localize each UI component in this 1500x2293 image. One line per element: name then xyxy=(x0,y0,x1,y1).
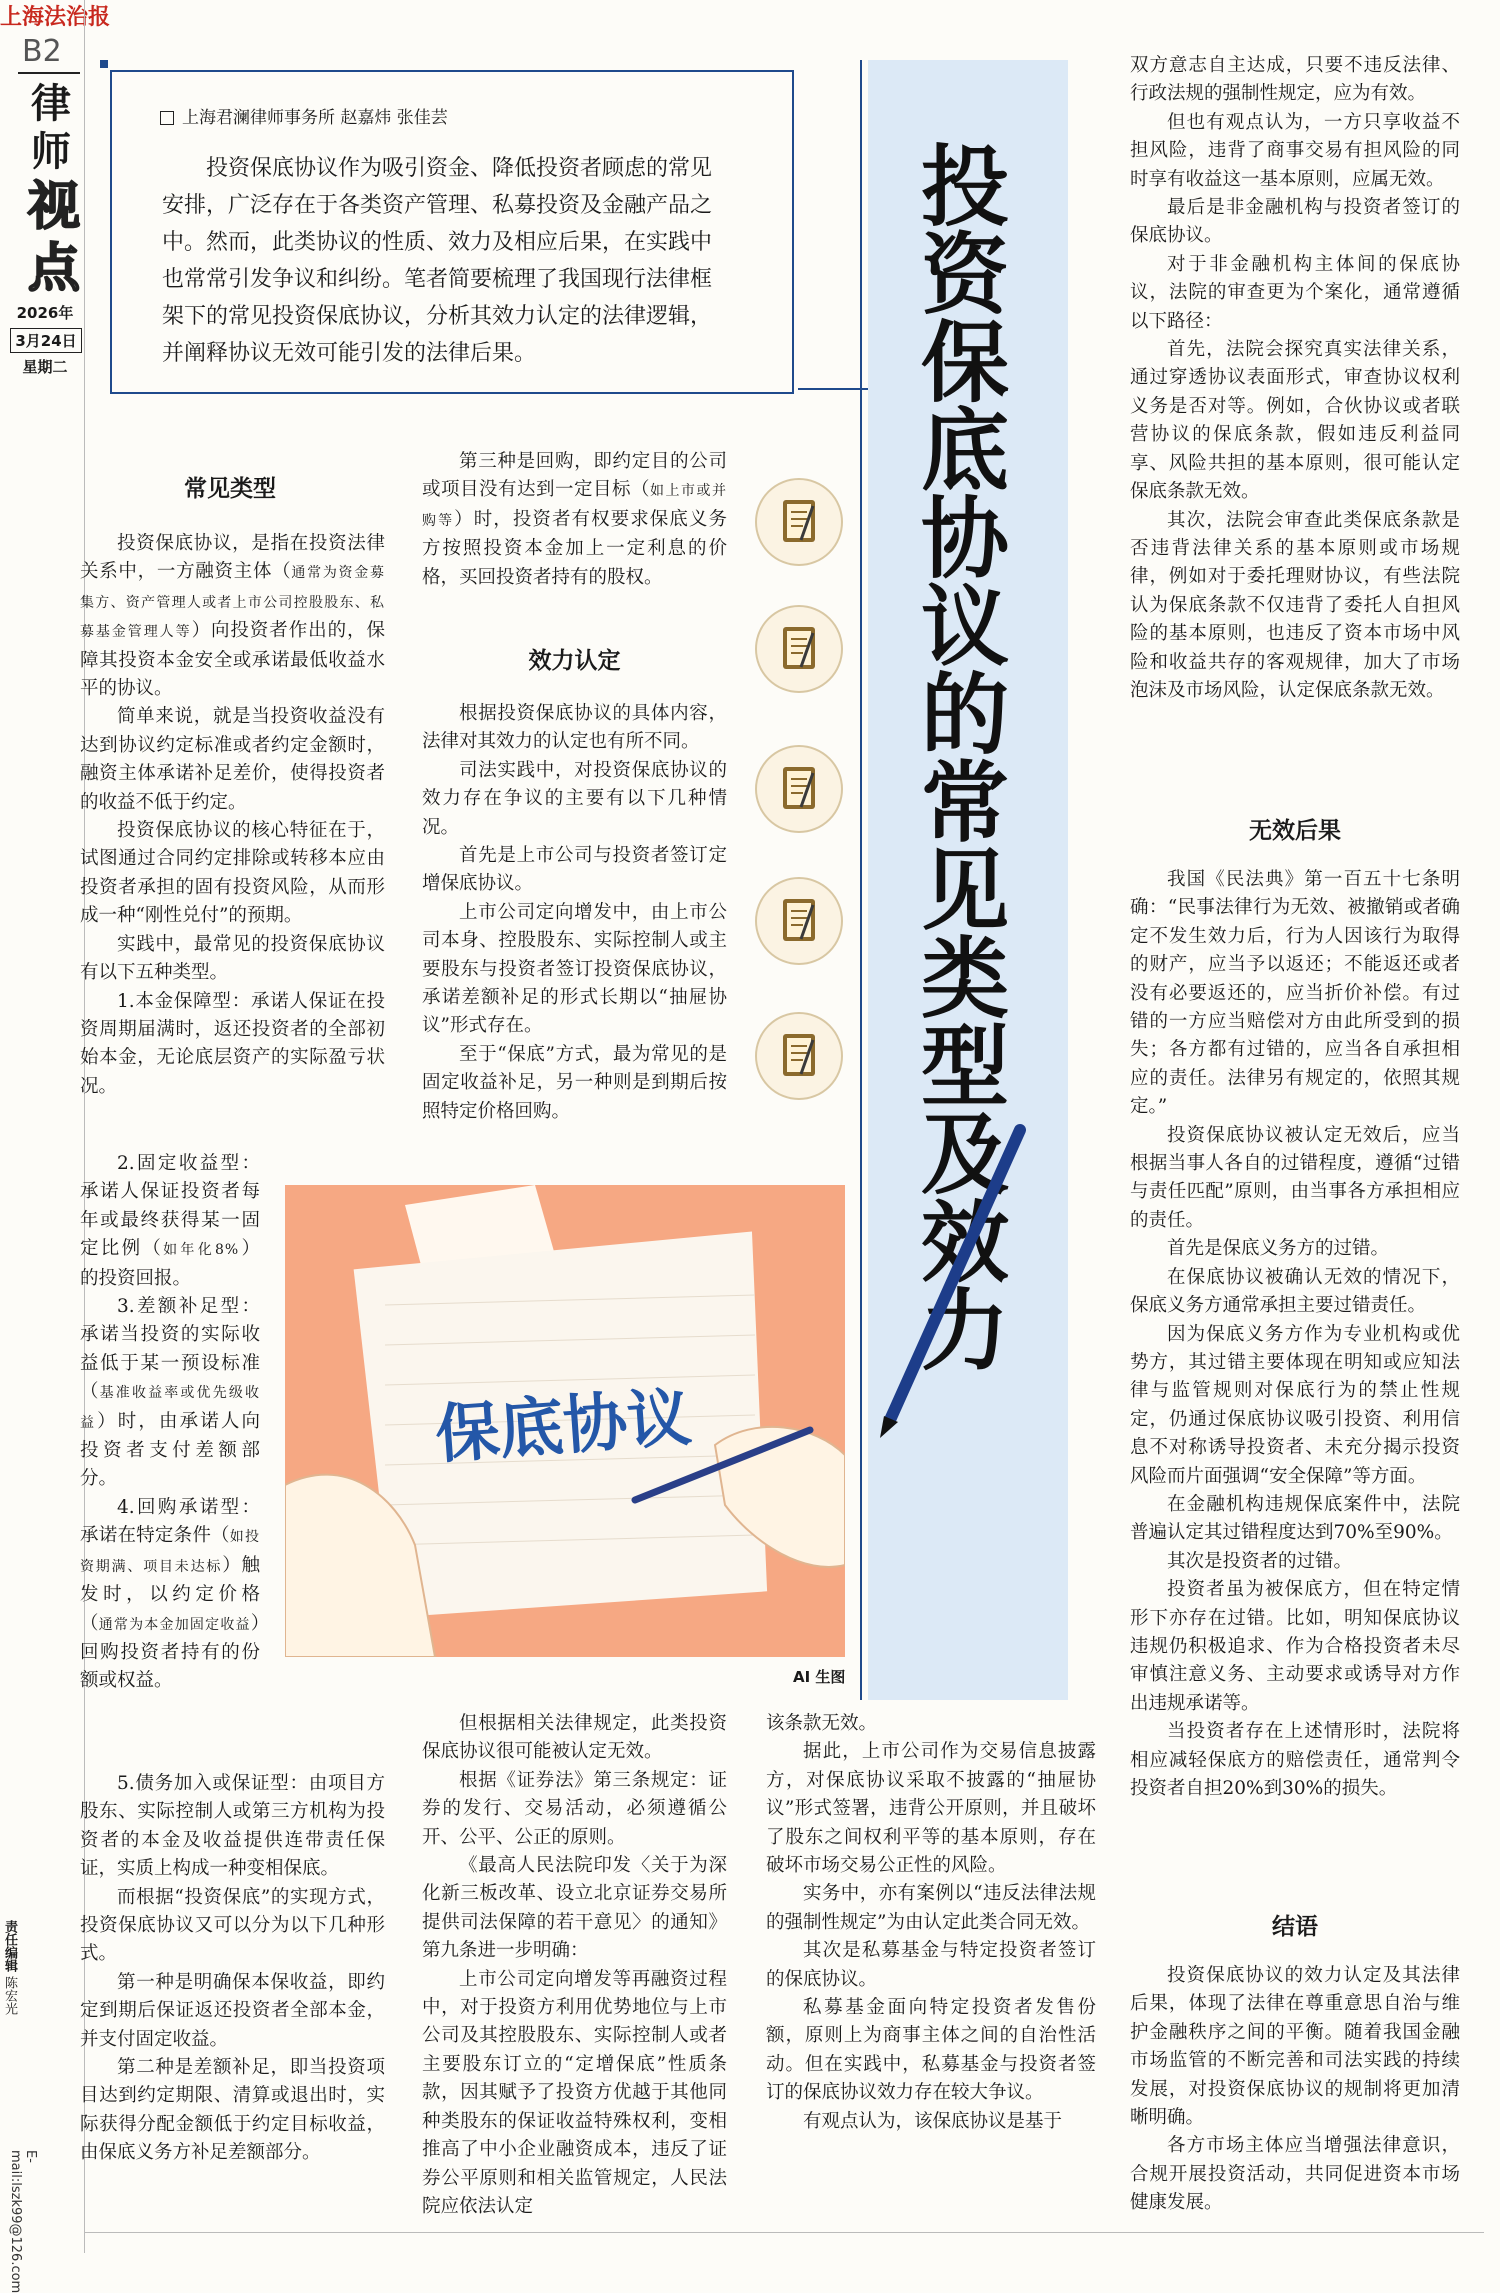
column-1-bottom: 5.债务加入或保证型：由项目方股东、实际控制人或第三方机构为投资者的本金及收益提供连带责任保证，实质上构成一种变相保底。 而根据“投资保底”的实现方式，投资保底协议又可以分为以下几种形式。 第一种是明确保本保收益，即约定到期后保证返还投资者全部本金，并支付固定收益。 第二种是差额补足，即当投资项目达到约定期限、清算或退出时，实际获得分配金额低于约定目标收益，由保底义务方补足差额部分。 xyxy=(80,1773,385,2164)
column-2-validity: 根据投资保底协议的具体内容，法律对其效力的认定也有所不同。 司法实践中，对投资保底协议的效力存在争议的主要有以下几种情况。 首先是上市公司与投资者签订定增保底协议。 上市公司定向增发中，由上市公司本身、控股股东、实际控制人或主要股东与投资者签订投资保底协议，承诺差额补足的形式长期以“抽屉协议”形式存在。 至于“保底”方式，最为常见的是固定收益补足，另一种则是到期后按照特定价格回购。 xyxy=(422,703,727,1122)
editor-email: E-mail:lszk99@126.com xyxy=(8,2150,38,2293)
column-3-bottom: 该条款无效。 据此，上市公司作为交易信息披露方，对保底协议采取不披露的“抽屉协议”形式签署，违背公开原则，并且破坏了股东之间权利平等的基本原则，存在破坏市场交易公正性的风险。 实务中，亦有案例以“违反法律法规的强制性规定”为由认定此类合同无效。 其次是私募基金与特定投资者签订的保底协议。 私募基金面向特定投资者发售份额，原则上为商事主体之间的自治性活动。但在实践中，私募基金与投资者签订的保底协议效力存在较大争议。 有观点认为，该保底协议是基于 xyxy=(766,1713,1096,2132)
column-4: 双方意志自主达成，只要不违反法律、行政法规的强制性规定，应为有效。 但也有观点认为，一方只享收益不担风险，违背了商事交易有担风险的同时享有收益这一基本原则，应属无效。 最后是非金融机构与投资者签订的保底协议。 对于非金融机构主体间的保底协议，法院的审查更为个案化，通常遵循以下路径： 首先，法院会探究真实法律关系，通过穿透协议表面形式，审查协议权利义务是否对等。例如，合伙协议或者联营协议的保底条款，假如违反利益同享、风险共担的基本原则，很可能认定保底条款无效。 其次，法院会审查此类保底条款是否违背法律关系的基本原则或市场规律，例如对于委托理财协议，有些法院认为保底条款不仅违背了委托人自担风险的基本原则，也违反了资本市场中风险和收益共存的客观规律，加大了市场泡沫及市场风险，认定保底条款无效。 xyxy=(1130,55,1460,701)
section-name xyxy=(28,80,81,300)
image-credit: AI 生图 xyxy=(793,1668,846,1686)
column-1: 投资保底协议，是指在投资法律关系中，一方融资主体（通常为资金募集方、资产管理人或者上市公司控股股东、私募基金管理人等）向投资者作出的，保障其投资本金安全或承诺最低收益水平的协议。 简单来说，就是当投资收益没有达到协议约定标准或者约定金额时，融资主体承诺补足差价，使得投资者的收益不低于约定。 投资保底协议的核心特征在于，试图通过合同约定排除或转移本应由投资者承担的固有投资风险，从而形成一种“刚性兑付”的预期。 实践中，最常见的投资保底协议有以下五种类型。 1.本金保障型：承诺人保证在投资周期届满时，返还投资者的全部初始本金，无论底层资产的实际盈亏状况。 xyxy=(80,533,385,1097)
divider xyxy=(18,72,80,74)
notebook-icon xyxy=(755,478,843,566)
heading-consequence: 无效后果 xyxy=(1249,818,1341,844)
heading-conclusion: 结语 xyxy=(1272,1914,1318,1940)
article-title: 投资保底协议的常见类型及效力 xyxy=(907,140,1010,1372)
column-1-narrow: 2.固定收益型：承诺人保证投资者每年或最终获得某一固定比例（如年化8%）的投资回报。 3.差额补足型：承诺当投资的实际收益低于某一预设标准（基准收益率或优先级收益）时，由承诺人向投资者支付差额部分。 4.回购承诺型：承诺在特定条件（如投资期满、项目未达标）触发时，以约定价格（通常为本金加固定收益）回购投资者持有的份额或权益。 xyxy=(80,1153,260,1692)
notebook-icon xyxy=(755,877,843,965)
notebook-icon xyxy=(755,1012,843,1100)
section-char: 师 xyxy=(31,129,71,175)
page-code: B2 xyxy=(22,34,62,69)
notebook-icon xyxy=(755,605,843,693)
pen-icon xyxy=(870,1120,1040,1440)
editor-label: 责任编辑 陈宏光 xyxy=(2,1920,17,2015)
notebook-icon xyxy=(755,745,843,833)
column-4-consequence: 我国《民法典》第一百五十七条明确：“民事法律行为无效、被撤销或者确定不发生效力后，行为人因该行为取得的财产，应当予以返还；不能返还或者没有必要返还的，应当折价补偿。有过错的一方应当赔偿对方由此所受到的损失；各方都有过错的，应当各自承担相应的责任。法律另有规定的，依照其规定。” 投资保底协议被认定无效后，应当根据当事人各自的过错程度，遵循“过错与责任匹配”原则，由当事各方承担相应的责任。 首先是保底义务方的过错。 在保底协议被确认无效的情况下，保底义务方通常承担主要过错责任。 因为保底义务方作为专业机构或优势方，其过错主要体现在明知或应知法律与监管规则对保底行为的禁止性规定，仍通过保底协议吸引投资、利用信息不对称诱导投资者、未充分揭示投资风险而片面强调“安全保障”等方面。 在金融机构违规保底案件中，法院普遍认定其过错程度达到70%至90%。 其次是投资者的过错。 投资者虽为被保底方，但在特定情形下亦存在过错。比如，明知保底协议违规仍积极追求、作为合格投资者未尽审慎注意义务、主动要求或诱导对方作出违规承诺等。 当投资者存在上述情形时，法院将相应减轻保底方的赔偿责任，通常判令投资者自担20%到30%的损失。 xyxy=(1130,869,1460,1799)
date-year: 2026年 xyxy=(16,304,74,322)
column-2-bottom: 但根据相关法律规定，此类投资保底协议很可能被认定无效。 根据《证券法》第三条规定：证券的发行、交易活动，必须遵循公开、公平、公正的原则。 《最高人民法院印发〈关于为深化新三板改革、设立北京证券交易所提供司法保障的若干意见〉的通知》第九条进一步明确： 上市公司定向增发等再融资过程中，对于投资方利用优势地位与上市公司及其控股股东、实际控制人或者主要股东订立的“定增保底”性质条款，因其赋予了投资方优越于其他同种类股东的保证收益特殊权利，变相推高了中小企业融资成本，违反了证券公平原则和相关监管规定，人民法院应依法认定 xyxy=(422,1713,727,2217)
divider xyxy=(84,2232,1484,2233)
heading-validity: 效力认定 xyxy=(528,648,621,674)
section-char: 视 xyxy=(28,177,81,237)
illustration-headline: 保底协议 xyxy=(433,1381,694,1473)
lead-paragraph: 投资保底协议作为吸引资金、降低投资者顾虑的常见安排，广泛存在于各类资产管理、私募投资及金融产品之中。然而，此类协议的性质、效力及相应后果，在实践中也常常引发争议和纠纷。笔者简要梳理了我国现行法律框架下的常见投资保底协议，分析其效力认定的法律逻辑，并阐释协议无效可能引发的法律后果。 xyxy=(162,156,713,366)
column-4-conclusion: 投资保底协议的效力认定及其法律后果，体现了法律在尊重意思自治与维护金融秩序之间的平衡。随着我国金融市场监管的不断完善和司法实践的持续发展，对投资保底协议的规制将更加清晰明确。 各方市场主体应当增强法律意识，合规开展投资活动，共同促进资本市场健康发展。 xyxy=(1130,1965,1460,2214)
date-day: 3月24日 xyxy=(10,328,82,353)
frame-line xyxy=(860,60,862,1700)
heading-types: 常见类型 xyxy=(184,476,276,502)
section-char: 律 xyxy=(31,81,71,127)
corner-mark xyxy=(100,60,108,68)
byline-text: 上海君澜律师事务所 赵嘉炜 张佳芸 xyxy=(182,108,448,128)
date-weekday: 星期二 xyxy=(22,358,68,376)
masthead-logo: 上海法治报 xyxy=(0,4,111,30)
frame-line xyxy=(798,388,868,390)
illustration xyxy=(285,1185,845,1657)
section-char: 点 xyxy=(28,239,81,299)
column-2: 第三种是回购，即约定目的公司或项目没有达到一定目标（如上市或并购等）时，投资者有权要求保底义务方按照投资本金加上一定利息的价格，买回投资者持有的股权。 xyxy=(422,451,727,588)
byline xyxy=(160,103,448,128)
